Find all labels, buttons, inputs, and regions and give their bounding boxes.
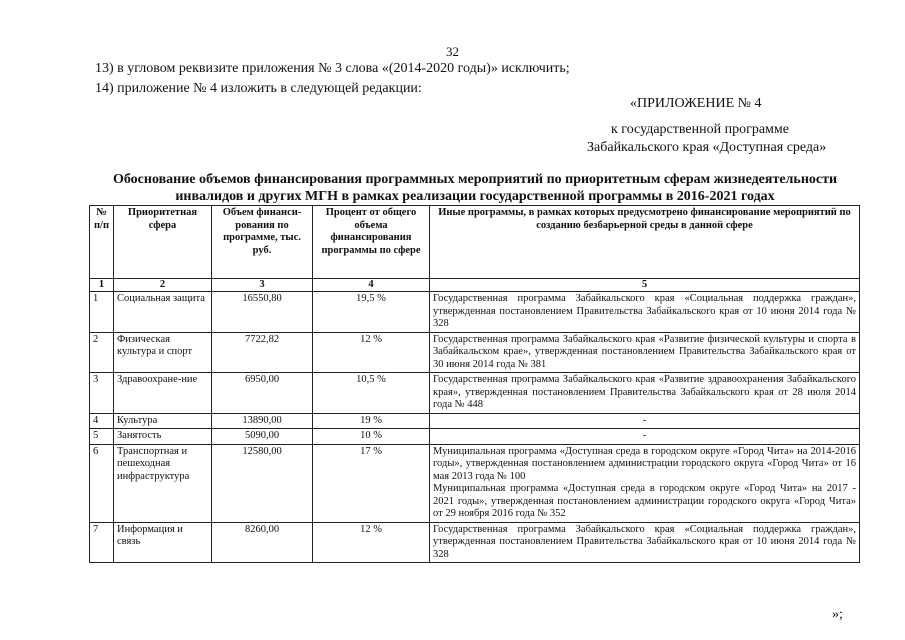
table-body <box>90 292 860 563</box>
row-percent-cell: 12 % <box>313 522 430 563</box>
row-percent-cell: 19 % <box>313 413 430 429</box>
row-num-cell: 7 <box>90 522 114 563</box>
header-sphere: Приоритетная сфера <box>114 206 212 279</box>
header-volume: Объем финанси-рования по программе, тыс. руб. <box>212 206 313 279</box>
column-number: 1 <box>90 279 114 292</box>
header-programs: Иные программы, в рамках которых предусмотрено финансирование мероприятий по созданию безбарьерной среды в данной сфере <box>430 206 860 279</box>
appendix-title: «ПРИЛОЖЕНИЕ № 4 <box>630 96 762 111</box>
row-volume-cell: 13890,00 <box>212 413 313 429</box>
document-title: Обоснование объемов финансирования программных мероприятий по приоритетным сферам жизнедеятельности инвалидов и других МГН в рамках реализации государственной программы в 2016-2021 годах <box>112 172 838 204</box>
table-row <box>90 332 860 373</box>
financing-table <box>89 205 860 563</box>
row-programs-cell <box>430 522 860 563</box>
row-programs-cell <box>430 413 860 429</box>
program-text: Государственная программа Забайкальского края «Социальная поддержка граждан», утвержденная постановлением Правительства Забайкальского края от 10 июня 2014 года № 328 <box>433 523 856 560</box>
appendix-line-2: Забайкальского края «Доступная среда» <box>587 140 827 155</box>
row-programs-cell <box>430 332 860 373</box>
row-percent-cell: 12 % <box>313 332 430 373</box>
table-row <box>90 292 860 333</box>
table-header-row <box>90 206 860 279</box>
row-percent-cell: 10,5 % <box>313 373 430 414</box>
table-row <box>90 444 860 522</box>
row-sphere-cell: Социальная защита <box>114 292 212 333</box>
program-text: Муниципальная программа «Доступная среда в городском округе «Город Чита» на 2017 - 2021 годы», утвержденная постановлением администрации городского округа «Город Чита» от 29 ноября 2016 года № 352 <box>433 483 856 519</box>
column-number: 2 <box>114 279 212 292</box>
column-number: 3 <box>212 279 313 292</box>
paragraph-13: 13) в угловом реквизите приложения № 3 слова «(2014-2020 годы)» исключить; <box>95 61 570 76</box>
row-volume-cell: 16550,80 <box>212 292 313 333</box>
row-num-cell: 3 <box>90 373 114 414</box>
table-row <box>90 413 860 429</box>
row-sphere-cell: Информация и связь <box>114 522 212 563</box>
row-percent-cell: 17 % <box>313 444 430 522</box>
row-sphere-cell: Занятость <box>114 429 212 445</box>
closing-quote: »; <box>832 607 843 622</box>
paragraph-14: 14) приложение № 4 изложить в следующей редакции: <box>95 81 422 96</box>
row-percent-cell: 19,5 % <box>313 292 430 333</box>
row-programs-cell <box>430 444 860 522</box>
page-number: 32 <box>446 44 459 59</box>
row-num-cell: 1 <box>90 292 114 333</box>
row-volume-cell: 8260,00 <box>212 522 313 563</box>
appendix-line-1: к государственной программе <box>611 122 789 137</box>
row-volume-cell: 6950,00 <box>212 373 313 414</box>
row-percent-cell: 10 % <box>313 429 430 445</box>
column-number-row <box>90 279 860 292</box>
row-sphere-cell: Здравоохране-ние <box>114 373 212 414</box>
program-text: Государственная программа Забайкальского края «Развитие здравоохранения Забайкальского края», утвержденная постановлением Правительства Забайкальского края от 28 июля 2014 года № 448 <box>433 374 856 410</box>
program-text: Государственная программа Забайкальского края «Развитие физической культуры и спорта в Забайкальском крае», утвержденная постановлением Правительства Забайкальского края от 30 июня 2014 года № 381 <box>433 333 856 370</box>
table-row <box>90 429 860 445</box>
row-num-cell: 4 <box>90 413 114 429</box>
row-volume-cell: 12580,00 <box>212 444 313 522</box>
row-sphere-cell: Физическая культура и спорт <box>114 332 212 373</box>
row-sphere-cell: Транспортная и пешеходная инфраструктура <box>114 444 212 522</box>
row-num-cell: 6 <box>90 444 114 522</box>
column-number: 5 <box>430 279 860 292</box>
program-text: Муниципальная программа «Доступная среда в городском округе «Город Чита» на 2014-2016 годы», утвержденная постановлением администрации городского округа «Город Чита» от 16 мая 2013 года № 100 <box>433 445 856 482</box>
row-num-cell: 2 <box>90 332 114 373</box>
row-volume-cell: 5090,00 <box>212 429 313 445</box>
program-text: Государственная программа Забайкальского края «Социальная поддержка граждан», утвержденная постановлением Правительства Забайкальского края от 10 июня 2014 года № 328 <box>433 293 856 329</box>
row-programs-cell <box>430 373 860 414</box>
row-volume-cell: 7722,82 <box>212 332 313 373</box>
row-sphere-cell: Культура <box>114 413 212 429</box>
header-percent: Процент от общего объема финансирования программы по сфере <box>313 206 430 279</box>
header-num: № п/п <box>90 206 114 279</box>
program-text: - <box>642 430 647 441</box>
program-text: - <box>642 414 647 426</box>
table-row <box>90 373 860 414</box>
column-number: 4 <box>313 279 430 292</box>
row-programs-cell <box>430 292 860 333</box>
row-programs-cell <box>430 429 860 445</box>
row-num-cell: 5 <box>90 429 114 445</box>
table-row <box>90 522 860 563</box>
